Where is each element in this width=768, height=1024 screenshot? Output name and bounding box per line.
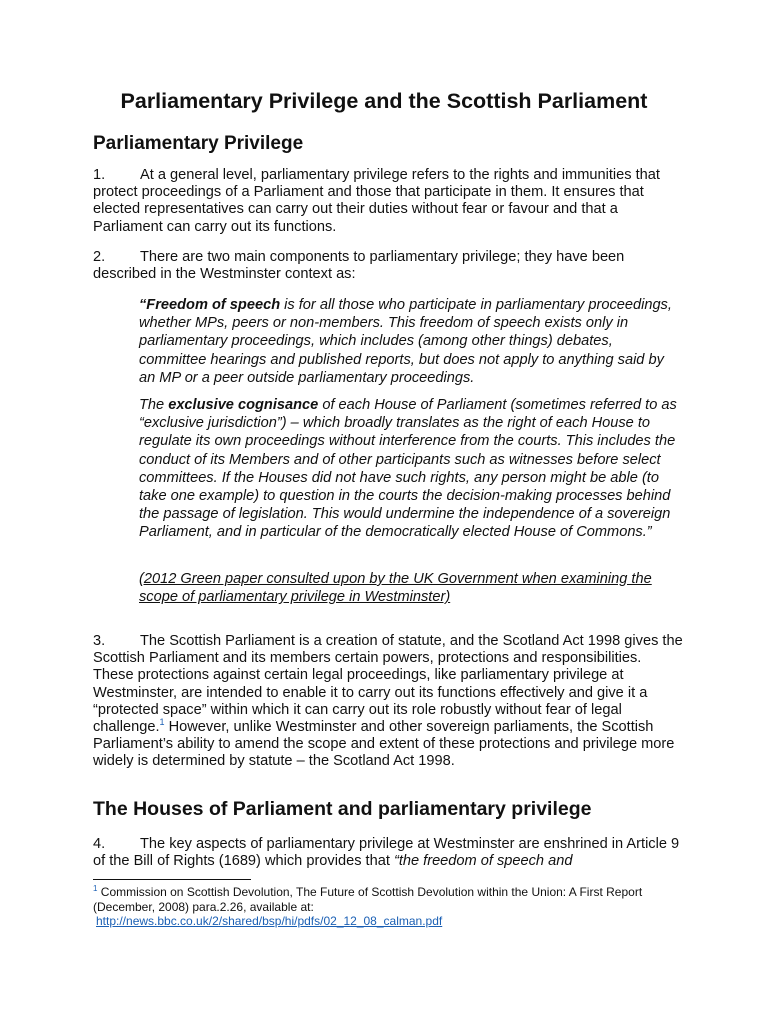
quote-text: is for all those who participate in parliamentary proceedings, whether MPs, peers or non-members. This freedom of speech exists only in parliamentary proceedings, which includes (among other things) debates, committee hearings and published reports, but does not apply to anything said by an MP or a peer outside parliamentary proceedings. [139,297,672,386]
paragraph-text-continued: However, unlike Westminster and other sovereign parliaments, the Scottish Parliament’s ability to amend the scope and extent of these protections and privilege more widely is determined by statute – the Scotland Act 1998. [93,719,675,770]
quote-text: of each House of Parliament (sometimes referred to as “exclusive jurisdiction”) – which broadly translates as the right of each House to regulate its own proceedings without interference from the courts. This includes the conduct of its Members and of other participants such as witnesses before select committees. If the Houses did not have such rights, any person might be able (to take one example) to question in the courts the decision-making processes behind the passage of legislation. This would undermine the independence of a sovereign Parliament, and in particular of the democratically elected House of Commons.” [139,397,677,541]
paragraph-2 [93,249,683,283]
quote-freedom-of-speech [139,296,684,387]
paragraph-3 [93,633,683,771]
footnote-number: 1 [93,884,98,893]
paragraph-number: 1. [93,167,106,183]
paragraph-text: The Scottish Parliament is a creation of statute, and the Scotland Act 1998 gives the Scottish Parliament and its members certain powers, protections and responsibilities. These protections against certain legal proceedings, like parliamentary privilege at Westminster, are intended to enable it to carry out its functions effectively and give it a “protected space” within which it can carry out its role robustly without fear of legal challenge. [93,633,683,736]
footnote-text: Commission on Scottish Devolution, The Future of Scottish Devolution within the Union: A First Report (December, 2008) para.2.26, available at: [93,885,643,914]
quote-open-mark: “ [139,297,147,313]
quote-lead: The [139,397,169,413]
paragraph-text: At a general level, parliamentary privilege refers to the rights and immunities that protect proceedings of a Parliament and those that participate in them. It ensures that elected representatives can carry out their duties without fear or favour and that a Parliament can carry out its functions. [93,167,660,235]
paragraph-1 [93,167,683,236]
footnote-reference[interactable]: 1 [159,717,165,728]
paragraph-text: There are two main components to parliamentary privilege; they have been described in the Westminster context as: [93,249,625,283]
document-title: Parliamentary Privilege and the Scottish Parliament [120,89,648,113]
paragraph-number: 2. [93,249,106,265]
quote-bold-term: exclusive cognisance [168,397,319,413]
footnote-1 [93,885,683,929]
quote-bold-term: Freedom of speech [146,297,281,313]
quote-exclusive-cognisance [139,396,684,542]
section-heading-houses-of-parliament: The Houses of Parliament and parliamentary privilege [93,798,592,820]
footnote-link[interactable]: http://news.bbc.co.uk/2/shared/bsp/hi/pdfs/02_12_08_calman.pdf [96,914,443,928]
paragraph-italic-quote: “the freedom of speech and [393,853,573,870]
paragraph-4 [93,836,683,870]
section-heading-parliamentary-privilege: Parliamentary Privilege [93,133,304,154]
footnote-divider [93,879,251,880]
paragraph-number: 4. [93,836,106,852]
paragraph-text: The key aspects of parliamentary privilege at Westminster are enshrined in Article 9 of the Bill of Rights (1689) which provides that [93,836,680,870]
paragraph-number: 3. [93,633,106,649]
quote-citation: (2012 Green paper consulted upon by the UK Government when examining the scope of parliamentary privilege in Westminster) [139,571,652,606]
